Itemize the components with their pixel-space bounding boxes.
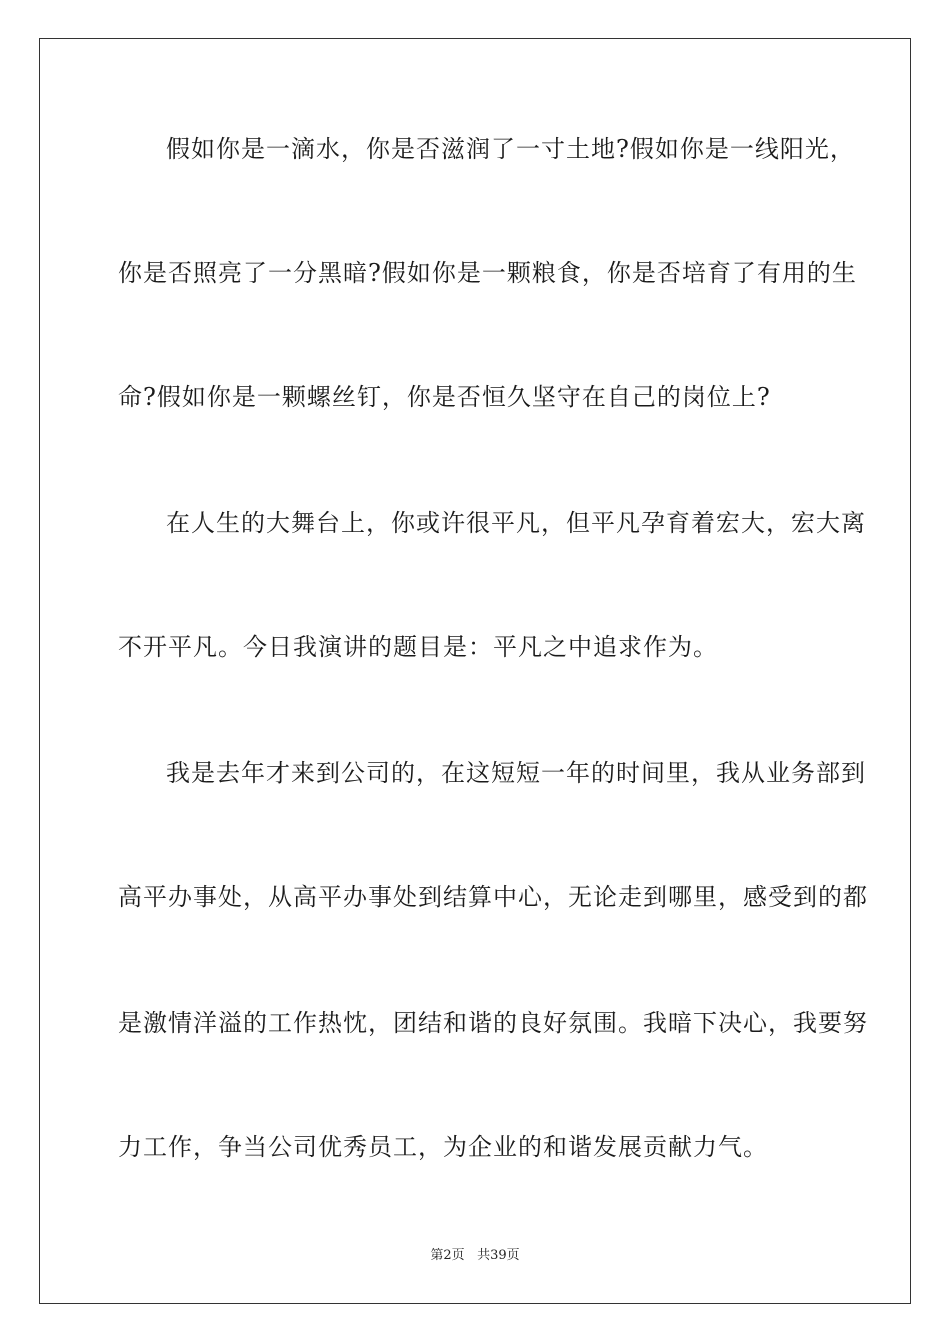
paragraph-line: 命?假如你是一颗螺丝钉，你是否恒久坚守在自己的岗位上? — [118, 383, 771, 411]
paragraph-line: 是激情洋溢的工作热忱，团结和谐的良好氛围。我暗下决心，我要努 — [118, 1009, 868, 1037]
paragraph-line: 你是否照亮了一分黑暗?假如你是一颗粮食，你是否培育了有用的生 — [118, 259, 857, 287]
paragraph-line: 高平办事处，从高平办事处到结算中心，无论走到哪里，感受到的都 — [118, 883, 868, 911]
paragraph-line: 我是去年才来到公司的，在这短短一年的时间里，我从业务部到 — [166, 759, 866, 787]
paragraph-line: 不开平凡。今日我演讲的题目是：平凡之中追求作为。 — [118, 633, 718, 661]
page-total: 共39页 — [477, 1248, 520, 1263]
page-footer — [0, 1247, 950, 1265]
page-number: 第2页 — [430, 1248, 465, 1263]
paragraph-line: 在人生的大舞台上，你或许很平凡，但平凡孕育着宏大，宏大离 — [166, 509, 866, 537]
paragraph-line: 假如你是一滴水，你是否滋润了一寸土地?假如你是一线阳光， — [166, 135, 855, 163]
page-border — [39, 38, 911, 1304]
paragraph-line: 力工作，争当公司优秀员工，为企业的和谐发展贡献力气。 — [118, 1133, 768, 1161]
